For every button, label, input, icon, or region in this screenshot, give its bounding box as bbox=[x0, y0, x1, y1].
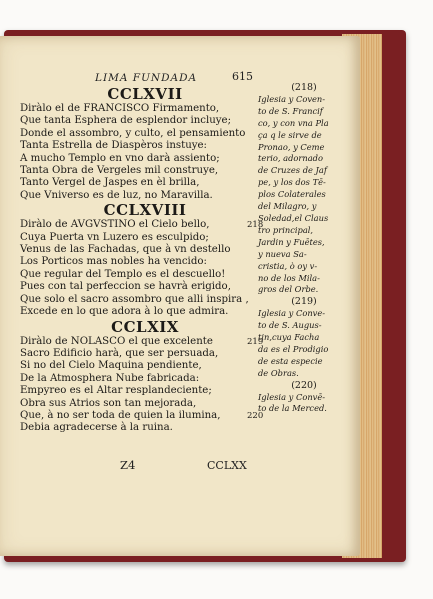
side-note-line: de esta especie bbox=[258, 355, 323, 366]
side-note-number: (219) bbox=[291, 296, 317, 308]
side-note-line: de Obras. bbox=[258, 367, 299, 378]
side-note-line: to de la Merced. bbox=[258, 403, 327, 414]
verse-line: Diràlo de NOLASCO el que excelente 219 bbox=[20, 335, 264, 347]
side-note bbox=[258, 380, 350, 416]
verse-line: Debia agradecerse à la ruina. bbox=[20, 422, 173, 434]
verse-line: De la Atmosphera Nube fabricada: bbox=[20, 372, 200, 384]
margin-note-number: 218 bbox=[247, 220, 264, 231]
side-note-line: Iglesia y Coven- bbox=[258, 93, 326, 104]
side-note-line: no de los Mila- bbox=[258, 272, 320, 283]
side-note-number: (218) bbox=[291, 82, 317, 93]
side-note-line: ça q le sirve de bbox=[258, 129, 322, 140]
side-note-line: to de S. Augus- bbox=[258, 320, 322, 331]
verse-line: Excede en lo que adora à lo que admira. bbox=[20, 306, 229, 318]
verse-line: Pues con tal perfeccion se havrà erigido, bbox=[20, 281, 231, 293]
margin-note-number: 220 bbox=[247, 410, 264, 421]
verse-line: A mucho Templo en vno darà assiento; bbox=[20, 152, 220, 164]
side-note-line: de Cruzes de Jaf bbox=[258, 165, 327, 176]
side-note-line: co, y con vna Pla bbox=[258, 117, 329, 128]
verse-line: Donde el assombro, y culto, el pensamiento bbox=[20, 127, 246, 139]
verse-line: Venus de las Fachadas, que à vn destello bbox=[20, 244, 231, 256]
verse-line: Los Porticos mas nobles ha vencido: bbox=[20, 256, 207, 268]
stanza-lines bbox=[20, 336, 270, 435]
verse-line: Que regular del Templo es el descuello! bbox=[20, 268, 226, 280]
side-note-line: y nueva Sa- bbox=[258, 248, 307, 259]
stanza bbox=[20, 202, 270, 318]
stanza-heading: CCLXVII bbox=[107, 85, 183, 103]
side-note-line: da es el Prodigio bbox=[258, 343, 329, 354]
stanza-lines bbox=[20, 219, 270, 318]
verse-line: Empyreo es el Altar resplandeciente; bbox=[20, 385, 212, 397]
stanza bbox=[20, 86, 270, 202]
running-head: LIMA FUNDADA bbox=[95, 72, 198, 84]
side-note-line: Pronao, y Ceme bbox=[258, 141, 325, 152]
page-number: 615 bbox=[232, 70, 253, 83]
poem-column bbox=[20, 86, 270, 435]
verse-line: Tanta Estrella de Diaspèros instuye: bbox=[20, 140, 207, 152]
verse-line: Que solo el sacro assombro que alli inspira , bbox=[20, 293, 249, 305]
side-note-number: (220) bbox=[291, 379, 317, 391]
side-note bbox=[258, 82, 350, 296]
catchword: CCLXX bbox=[207, 459, 247, 472]
side-note-line: tro principal, bbox=[258, 224, 314, 235]
verse-line: Que Vniverso es de luz, no Maravilla. bbox=[20, 189, 213, 201]
verse-line: Tanta Obra de Vergeles mil construye, bbox=[20, 165, 219, 177]
side-note-line: del Milagro, y bbox=[258, 201, 317, 212]
side-note-line: pe, y los dos Tē- bbox=[258, 177, 326, 188]
side-note-line: terio, adornado bbox=[258, 153, 323, 164]
side-note-line: gros del Orbe. bbox=[258, 284, 319, 295]
side-note-line: plos Colaterales bbox=[258, 189, 326, 200]
verse-line: Diràlo el de FRANCISCO Firmamento, bbox=[20, 103, 220, 114]
side-notes bbox=[258, 82, 350, 415]
margin-note-number: 219 bbox=[247, 336, 264, 347]
stanza-lines bbox=[20, 103, 270, 202]
side-note-line: Soledad,el Claus bbox=[258, 212, 329, 223]
stanza-heading: CCLXVIII bbox=[103, 201, 187, 220]
verse-line: Que, à no ser toda de quien la ilumina, 220 bbox=[20, 409, 264, 421]
side-note-line: tin,cuya Facha bbox=[258, 332, 320, 343]
stanza-heading: CCLXIX bbox=[111, 317, 179, 336]
signature-mark: Z4 bbox=[120, 458, 136, 472]
side-note-line: Iglesia y Convē- bbox=[258, 391, 326, 402]
verse-line: Si no del Cielo Maquina pendiente, bbox=[20, 360, 202, 372]
side-note-line: Jardin y Fuētes, bbox=[258, 236, 325, 247]
verse-line: Cuya Puerta vn Luzero es esculpido; bbox=[20, 231, 209, 243]
stanza bbox=[20, 319, 270, 435]
verse-line: Diràlo de AVGVSTINO el Cielo bello, 218 bbox=[20, 219, 264, 231]
verse-line: Sacro Edificio harà, que ser persuada, bbox=[20, 347, 219, 359]
side-note-line: to de S. Francif bbox=[258, 105, 323, 116]
verse-line: Tanto Vergel de Jaspes en èl brilla, bbox=[20, 177, 200, 189]
side-note-line: cristia, ò oy v- bbox=[258, 260, 318, 271]
verse-line: Obra sus Atrios son tan mejorada, bbox=[20, 397, 197, 409]
side-note-line: Iglesia y Conve- bbox=[258, 308, 326, 319]
side-note bbox=[258, 296, 350, 379]
verse-line: Que tanta Esphera de esplendor incluye; bbox=[20, 115, 232, 127]
